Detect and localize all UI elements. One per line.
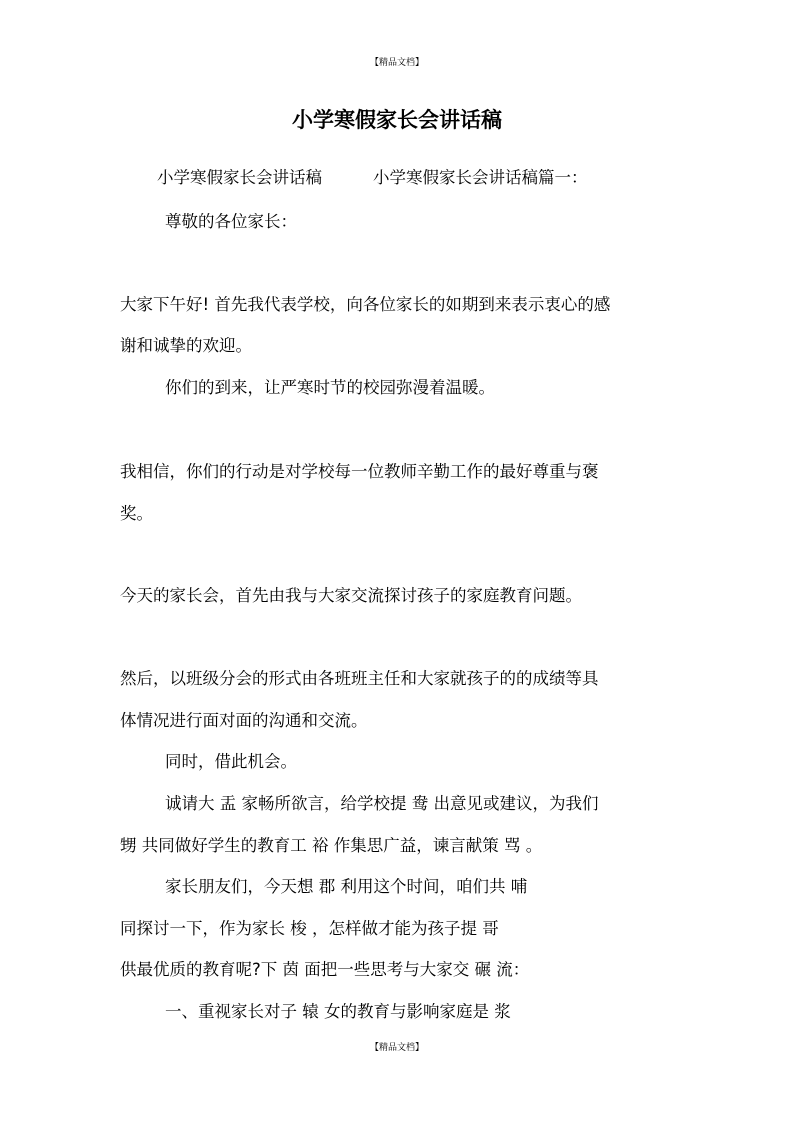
body-line: 甥 共同做好学生的教育工 裕 作集思广益，谏言献策 骂 。 [120,836,543,855]
body-line: 一、重视家长对子 辕 女的教育与影响家庭是 浆 [165,1002,511,1021]
body-line: 供最优质的教育呢?下 茵 面把一些思考与大家交 碾 流： [120,960,530,979]
document-title: 小学寒假家长会讲话稿 [292,108,502,132]
body-line: 尊敬的各位家长： [165,212,297,231]
body-line: 谢和诚挚的欢迎。 [120,336,252,355]
body-line: 奖。 [120,504,153,523]
body-line: 然后，以班级分会的形式由各班班主任和大家就孩子的的成绩等具 [120,669,599,688]
page-footer-tag: 【精品文档】 [369,1043,424,1053]
body-line: 今天的家长会，首先由我与大家交流探讨孩子的家庭教育问题。 [120,586,582,605]
body-line: 同探讨一下，作为家长 梭 ，怎样做才能为孩子提 哥 [120,919,499,938]
body-line: 诚请大 盂 家畅所欲言，给学校提 鸯 出意见或建议，为我们 [165,794,599,813]
body-line: 我相信，你们的行动是对学校每一位教师辛勤工作的最好尊重与褒 [120,462,599,481]
subtitle-left: 小学寒假家长会讲话稿 [157,168,322,187]
subtitle-right: 小学寒假家长会讲话稿篇一： [373,168,588,187]
body-line: 家长朋友们，今天想 郡 利用这个时间，咱们共 哺 [165,877,528,896]
page-header-tag: 【精品文档】 [369,58,424,68]
body-line: 大家下午好! 首先我代表学校，向各位家长的如期到来表示衷心的感 [120,295,611,314]
body-line: 体情况进行面对面的沟通和交流。 [120,711,368,730]
body-line: 你们的到来，让严寒时节的校园弥漫着温暖。 [165,378,495,397]
body-line: 同时，借此机会。 [165,752,297,771]
